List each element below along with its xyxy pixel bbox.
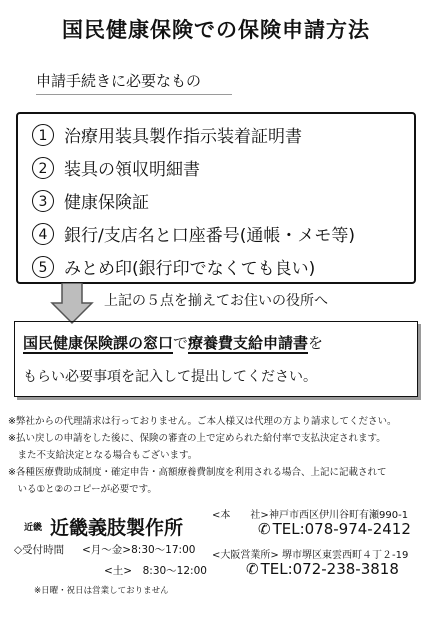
note-line: いる①と②のコピーが必要です。 bbox=[8, 484, 157, 495]
company-name: 近畿義肢製作所 bbox=[50, 517, 184, 539]
list-item bbox=[32, 188, 149, 213]
head-office-label: <本 社> bbox=[212, 510, 269, 521]
osaka-office-address: 堺市堺区東雲西町４丁２-19 bbox=[282, 550, 409, 561]
osaka-office-label: <大阪営業所> bbox=[212, 550, 279, 561]
required-items-heading: 申請手続きに必要なもの bbox=[36, 70, 232, 95]
circled-number: 3 bbox=[32, 190, 54, 212]
head-office-address: 神戸市西区伊川谷町有瀬990-1 bbox=[269, 510, 409, 521]
note-line: また不支給決定となる場合もございます。 bbox=[8, 450, 198, 461]
weekday-hours: <月～金>8:30～17:00 bbox=[82, 544, 196, 556]
osaka-office-tel bbox=[246, 560, 399, 578]
hours-label: ◇受付時間 bbox=[14, 544, 65, 556]
list-item-text: 治療用装具製作指示装着証明書 bbox=[64, 127, 302, 147]
down-arrow-icon bbox=[50, 283, 94, 325]
head-office-tel-number[interactable]: TEL:078-974-2412 bbox=[272, 520, 411, 538]
phone-icon: ✆ bbox=[258, 520, 271, 538]
list-item-text: 装具の領収明細書 bbox=[64, 160, 200, 180]
window-line-1 bbox=[23, 332, 323, 353]
form-name: 療養費支給申請書 bbox=[188, 334, 309, 352]
list-item-text: 健康保険証 bbox=[64, 193, 149, 213]
circled-number: 1 bbox=[32, 124, 54, 146]
page-title: 国民健康保険での保険申請方法 bbox=[62, 18, 370, 42]
instruction-text: 上記の５点を揃えてお住いの役所へ bbox=[104, 293, 328, 309]
department-name: 国民健康保険課の窓口 bbox=[23, 334, 174, 352]
window-line-2: もらい必要事項を記入して提出してください。 bbox=[23, 369, 317, 385]
application-window-box bbox=[14, 321, 418, 397]
note-line: ※弊社からの代理請求は行っておりません。ご本人様又は代理の方より請求してください。 bbox=[8, 416, 397, 427]
saturday-hours: <土> 8:30～12:00 bbox=[104, 565, 207, 577]
list-item bbox=[32, 155, 200, 180]
circled-number: 5 bbox=[32, 256, 54, 278]
phone-icon: ✆ bbox=[246, 560, 259, 578]
circled-number: 2 bbox=[32, 157, 54, 179]
circled-number: 4 bbox=[32, 223, 54, 245]
particle-de: で bbox=[173, 334, 189, 352]
required-items-list bbox=[16, 112, 416, 284]
list-item bbox=[32, 122, 302, 147]
company-name-block bbox=[22, 513, 183, 540]
list-item bbox=[32, 221, 355, 246]
list-item bbox=[32, 254, 315, 279]
particle-wo: を bbox=[308, 334, 324, 352]
closed-note: ※日曜・祝日は営業しておりません bbox=[34, 586, 169, 596]
company-logo: 近畿 bbox=[23, 523, 42, 533]
note-line: ※払い戻しの申請をした後に、保険の審査の上で定められた給付率で支払決定されます。 bbox=[8, 433, 386, 444]
head-office-tel bbox=[258, 520, 411, 538]
note-line: ※各種医療費助成制度・確定申告・高額療養費制度を利用される場合、上記に記載されて bbox=[8, 467, 387, 478]
osaka-office-tel-number[interactable]: TEL:072-238-3818 bbox=[260, 560, 399, 578]
list-item-text: 銀行/支店名と口座番号(通帳・メモ等) bbox=[64, 226, 355, 246]
list-item-text: みとめ印(銀行印でなくても良い) bbox=[64, 259, 316, 279]
